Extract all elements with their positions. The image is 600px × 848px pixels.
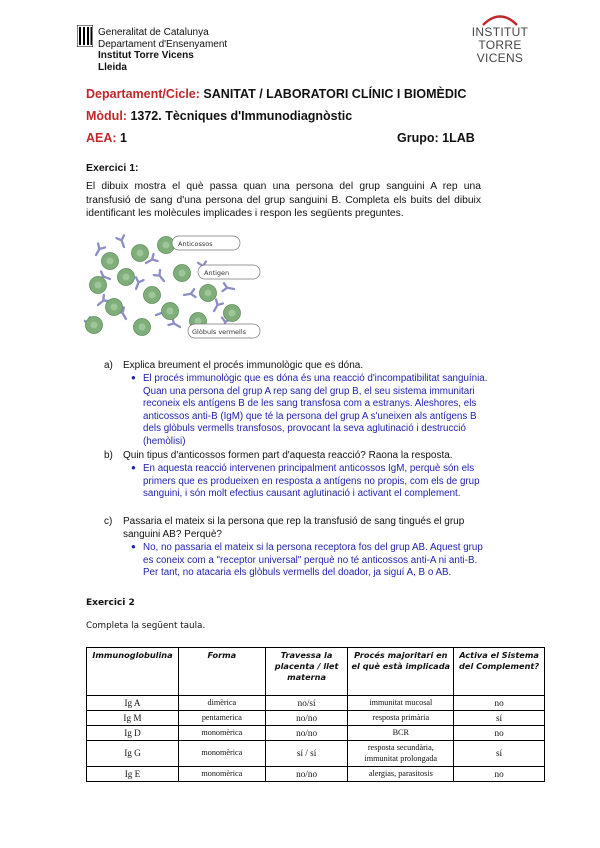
table-cell: monomèrica — [178, 767, 265, 782]
table-cell: immunitat mucosal — [348, 696, 454, 711]
label-antigen-text: Antigen — [204, 269, 230, 277]
table-cell: Ig D — [87, 726, 179, 741]
modul-value: 1372. Tècniques d'Immunodiagnòstic — [130, 109, 353, 123]
table-header-row — [87, 648, 545, 696]
col-header: Forma — [178, 648, 265, 696]
red-cell-icons — [86, 237, 241, 336]
generalitat-text — [98, 27, 227, 73]
table-cell: Ig G — [87, 741, 179, 767]
table-row — [87, 711, 545, 726]
agglutination-diagram — [84, 233, 262, 341]
dept-label: Departament/Cicle: — [86, 87, 200, 101]
bullet-icon: ● — [131, 373, 136, 382]
table-cell: pentamerica — [178, 711, 265, 726]
label-anticossos — [172, 236, 240, 250]
table-row — [87, 726, 545, 741]
institut-arc-icon — [480, 12, 520, 26]
gen-line-1: Generalitat de Catalunya — [98, 27, 209, 38]
question-b: Quin tipus d'anticossos formen part d'aquesta reacció? Raona la resposta. — [123, 450, 453, 461]
ex1-intro: El dibuix mostra el què passa quan una persona del grup sanguini A rep una transfusió de sang d'una persona del grup sanguini B. Completa els buits del dibuix identificant les molècules implicades i respon les següents preguntes. — [86, 181, 481, 219]
table-row — [87, 767, 545, 782]
logo-line-1: INSTITUT — [471, 25, 529, 39]
table-cell: no/no — [265, 767, 348, 782]
aea-field — [86, 131, 127, 145]
col-header: Activa el Sistema del Complement? — [454, 648, 545, 696]
q-b-marker: b) — [104, 450, 113, 461]
table-cell: no — [454, 696, 545, 711]
q-a-marker: a) — [104, 360, 113, 371]
table-cell: alergias, parasitosis — [348, 767, 454, 782]
table-cell: BCR — [348, 726, 454, 741]
table-row — [87, 696, 545, 711]
label-antigen — [198, 265, 260, 279]
logo-line-2: TORRE VICENS — [476, 38, 524, 65]
table-cell: sí — [454, 741, 545, 767]
grupo-field: Grupo: 1LAB — [397, 131, 475, 145]
table-cell: no/sí — [265, 696, 348, 711]
answer-b-block — [131, 463, 495, 501]
gen-line-3: Institut Torre Vicens — [98, 50, 194, 61]
ex2-title: Exercici 2 — [86, 598, 135, 608]
ex2-instruction: Completa la següent taula. — [86, 621, 206, 631]
aea-value: 1 — [120, 131, 127, 145]
q-c-marker: c) — [104, 516, 113, 527]
label-globuls — [188, 324, 260, 338]
table-cell: no — [454, 767, 545, 782]
col-header: Immunoglobulina — [87, 648, 179, 696]
gen-line-4: Lleida — [98, 61, 127, 73]
aea-label: AEA: — [86, 131, 117, 145]
table-cell: sí / sí — [265, 741, 348, 767]
institut-logo — [455, 12, 545, 65]
answer-a-block — [131, 373, 495, 448]
col-header: Travessa la placenta / llet materna — [265, 648, 348, 696]
answer-a: El procés immunològic que es dóna és una reacció d'incompatibilitat sanguínia. Quan una persona del grup A rep sang del grup B, el seu sistema immunitari reconeix els antígens B de les sang transfosa com a estranys. Aleshores, els anticossos anti-B (IgM) que té la persona del grup A s'uneixen als antígens B dels glòbuls vermells transfosos, provocant la seva aglutinació i destrucció (hemòlisi) — [143, 373, 488, 447]
table-row — [87, 741, 545, 767]
label-anticossos-text: Anticossos — [178, 240, 213, 248]
label-globuls-text: Glòbuls vermells — [192, 328, 247, 336]
dept-value: SANITAT / LABORATORI CLÍNIC I BIOMÈDIC — [203, 87, 467, 101]
answer-c: No, no passaria el mateix si la persona receptora fos del grup AB. Aquest grup es coneix com a "receptor universal" perquè no té anticossos anti-A ni anti-B. Per tant, no atacaria els glòbuls vermells del doador, ja siguí A, B o AB. — [143, 542, 483, 578]
question-c: Passaria el mateix si la persona que rep la transfusió de sang tingués el grup sanguini AB? Perquè? — [123, 516, 465, 540]
table-cell: monomèrica — [178, 741, 265, 767]
question-a: Explica breument el procés immunològic que es dóna. — [123, 360, 364, 371]
table-cell: Ig E — [87, 767, 179, 782]
modul-field — [86, 109, 352, 123]
table-cell: sí — [454, 711, 545, 726]
table-cell: no/no — [265, 711, 348, 726]
dept-field — [86, 87, 466, 101]
table-cell: no/no — [265, 726, 348, 741]
immunoglobulin-table — [86, 647, 545, 782]
col-header: Procés majoritari en el què està implicada — [348, 648, 454, 696]
table-cell: resposta secundària, immunitat prolongada — [348, 741, 454, 767]
table-cell: resposta primària — [348, 711, 454, 726]
answer-c-block — [131, 542, 493, 580]
table-cell: Ig M — [87, 711, 179, 726]
bullet-icon: ● — [131, 463, 136, 472]
gen-line-2: Departament d'Ensenyament — [98, 38, 228, 50]
table-cell: monomèrica — [178, 726, 265, 741]
ex1-title: Exercici 1: — [86, 162, 139, 174]
table-cell: Ig A — [87, 696, 179, 711]
generalitat-logo-icon — [77, 25, 93, 47]
answer-b: En aquesta reacció intervenen principalment anticossos IgM, perquè són els primers que es produeixen en resposta a antígens no propis, com els de grup sanguini, i són molt efectius causant aglutinació i activant el complement. — [143, 463, 480, 499]
table-cell: dimèrica — [178, 696, 265, 711]
table-cell: no — [454, 726, 545, 741]
bullet-icon: ● — [131, 542, 136, 551]
modul-label: Mòdul: — [86, 109, 127, 123]
